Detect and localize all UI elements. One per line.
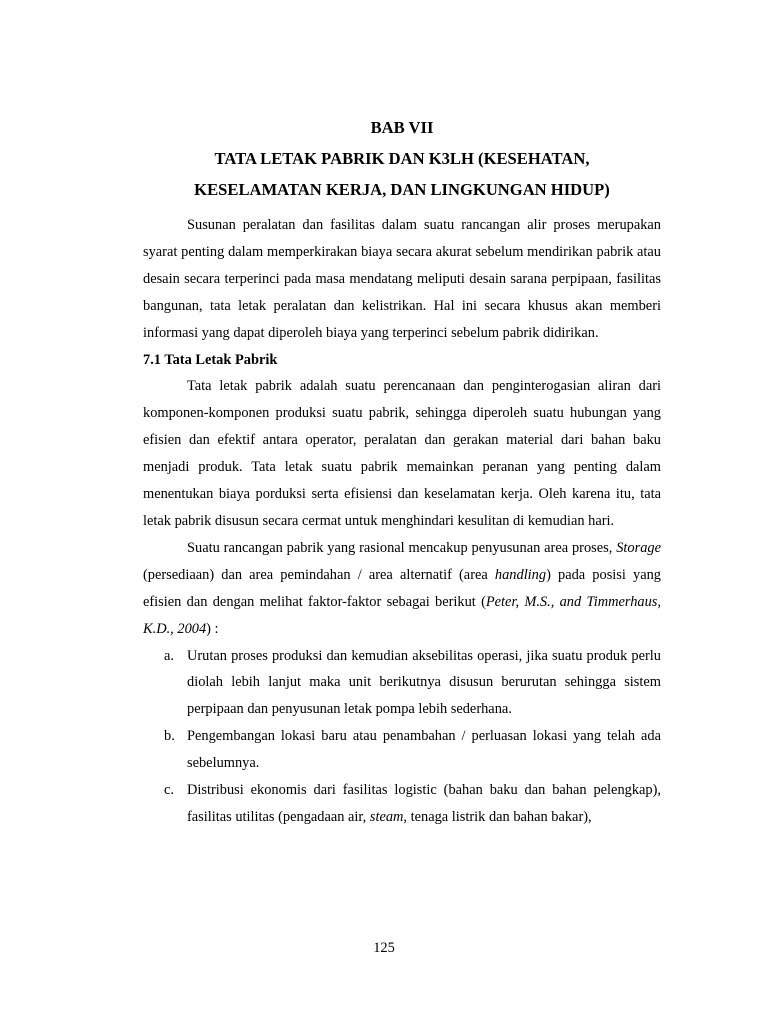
steam-term: steam — [369, 808, 404, 825]
paragraph-2-text-3: ) pada posisi yang efisien dan dengan melihat faktor-faktor sebagai berikut ( — [143, 566, 662, 610]
list-marker: c. — [164, 782, 174, 799]
list-item-text: Pengembangan lokasi baru atau penambahan / perluasan lokasi yang telah ada sebelumnya. — [187, 728, 661, 772]
paragraph-2-text-4: ) : — [206, 620, 219, 637]
page-content — [143, 112, 661, 831]
storage-term: Storage — [616, 539, 661, 556]
list-marker: b. — [164, 728, 175, 745]
list-marker: a. — [164, 647, 174, 664]
handling-term: handling — [494, 566, 547, 583]
intro-paragraph: Susunan peralatan dan fasilitas dalam suatu rancangan alir proses merupakan syarat penting dalam memperkirakan biaya secara akurat sebelum mendirikan pabrik atau desain secara terperinci pada masa mendatang meliputi desain sarana perpipaan, fasilitas bangunan, tata letak peralatan dan kelistrikan. Hal ini secara khusus akan memberi informasi yang dapat diperoleh biaya yang terperinci sebelum pabrik didirikan. — [143, 217, 661, 341]
chapter-title-line-2: KESELAMATAN KERJA, DAN LINGKUNGAN HIDUP) — [194, 180, 610, 199]
paragraph-2-text-2: (persediaan) dan area pemindahan / area alternatif (area — [143, 566, 495, 583]
section-paragraph-2 — [143, 535, 661, 643]
section-heading: 7.1 Tata Letak Pabrik — [143, 351, 278, 368]
chapter-title-block — [143, 112, 661, 205]
list-item-text-1: Distribusi ekonomis dari fasilitas logistic (bahan baku dan bahan pelengkap), fasilitas utilitas (pengadaan air, — [187, 782, 661, 825]
section-paragraph-1: Tata letak pabrik adalah suatu perencanaan dan penginterogasian aliran dari komponen-komponen produksi suatu pabrik, sehingga diperoleh suatu hubungan yang efisien dan efektif antara operator, peralatan dan gerakan material dari bahan baku menjadi produk. Tata letak suatu pabrik memainkan peranan yang penting dalam menentukan biaya porduksi serta efisiensi dan keselamatan kerja. Oleh karena itu, tata letak pabrik disusun secara cermat untuk menghindari kesulitan di kemudian hari. — [143, 378, 661, 529]
paragraph-2-text-1: Suatu rancangan pabrik yang rasional mencakup penyusunan area proses, — [187, 539, 617, 556]
list-item — [143, 643, 661, 724]
list-item — [143, 723, 661, 777]
chapter-label: BAB VII — [370, 118, 434, 137]
factor-list — [143, 643, 661, 831]
citation: Peter, M.S., and Timmerhaus, K.D., 2004 — [143, 593, 661, 637]
list-item-text: Urutan proses produksi dan kemudian aksebilitas operasi, jika suatu produk perlu diolah lebih lanjut maka unit berikutnya disusun berurutan sehingga sistem perpipaan dan penyusunan letak pompa lebih sederhana. — [187, 647, 661, 718]
page-number: 125 — [373, 940, 395, 956]
chapter-title-line-1: TATA LETAK PABRIK DAN K3LH (KESEHATAN, — [214, 149, 590, 168]
list-item-text-2: , tenaga listrik dan bahan bakar), — [403, 808, 592, 825]
list-item — [143, 777, 661, 831]
